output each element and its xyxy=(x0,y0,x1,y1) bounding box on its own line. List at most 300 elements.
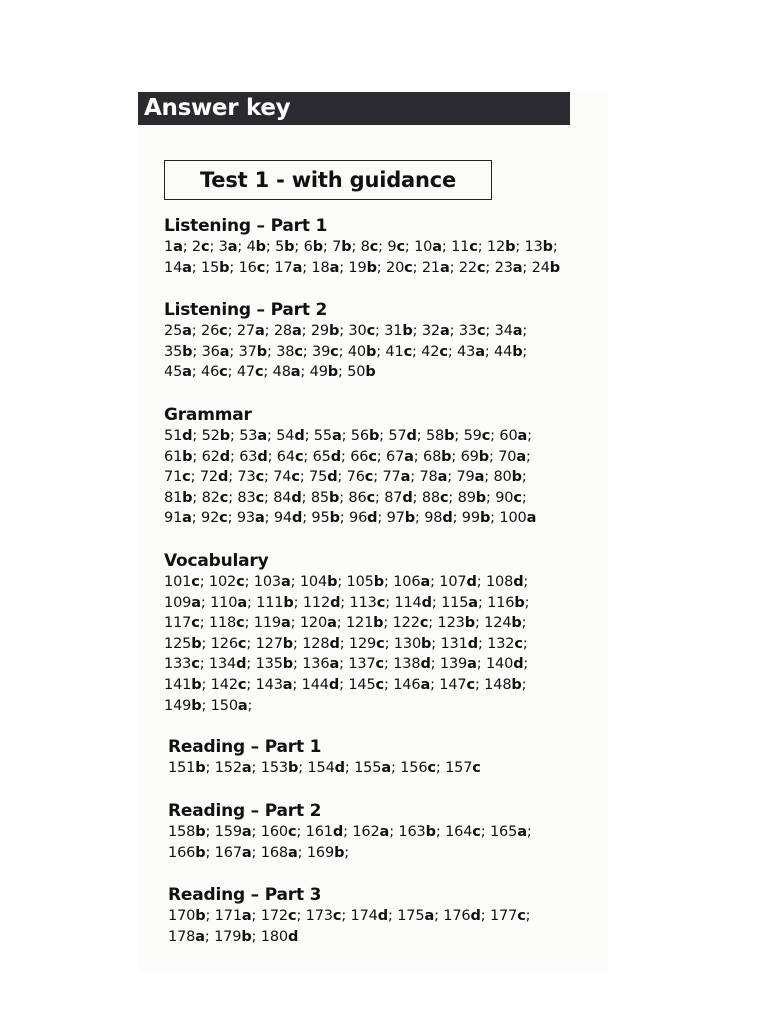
answer-item xyxy=(421,344,448,360)
answer-item xyxy=(239,449,267,465)
answer-letter: b xyxy=(328,489,340,506)
answer-letter: c xyxy=(376,594,386,611)
answer-letter: c xyxy=(419,615,429,632)
question-number: 158 xyxy=(168,824,196,840)
answer-item xyxy=(306,908,342,924)
answer-letter: a xyxy=(281,574,291,590)
answer-item xyxy=(351,428,379,444)
question-number: 159 xyxy=(214,824,242,840)
answer-item xyxy=(494,344,522,360)
answer-letter: b xyxy=(479,510,491,527)
answer-item xyxy=(209,615,245,631)
answer-line: 25a; 26c; 27a; 28a; 29b; 30c; 31b; 32a; 33c; 34a; xyxy=(164,323,528,339)
answer-line: 1a; 2c; 3a; 4b; 5b; 6b; 7b; 8c; 9c; 10a; 11c; 12b; 13b; xyxy=(164,239,558,255)
answer-letter: b xyxy=(373,574,384,590)
question-number: 53 xyxy=(239,428,258,444)
answer-item xyxy=(302,656,339,672)
answer-letter: a xyxy=(290,364,301,381)
question-number: 47 xyxy=(236,364,255,381)
answer-item xyxy=(393,677,430,693)
question-number: 157 xyxy=(445,760,473,776)
answer-letter: b xyxy=(464,615,475,632)
question-number: 116 xyxy=(487,594,515,611)
question-number: 38 xyxy=(276,343,295,360)
question-number: 130 xyxy=(393,635,422,652)
question-number: 110 xyxy=(210,594,238,611)
answer-item xyxy=(164,490,192,506)
answer-item xyxy=(210,595,247,611)
answer-letter: b xyxy=(512,343,523,360)
answer-letter: a xyxy=(329,656,340,673)
answer-item xyxy=(487,595,524,611)
question-number: 151 xyxy=(168,760,196,776)
answer-letter: b xyxy=(404,510,415,527)
answer-item xyxy=(311,323,339,339)
question-number: 63 xyxy=(239,448,258,465)
answer-item xyxy=(311,490,339,506)
answer-letter: c xyxy=(369,239,379,255)
answer-item xyxy=(348,323,375,339)
answer-item xyxy=(164,449,192,465)
answer-item xyxy=(451,239,478,255)
answer-item xyxy=(426,428,454,444)
question-number: 52 xyxy=(201,428,220,444)
answer-letter: d xyxy=(330,594,341,611)
answer-letter: b xyxy=(329,510,340,527)
answer-letter: b xyxy=(282,656,294,673)
section-heading: Reading – Part 2 xyxy=(168,801,322,821)
answer-list xyxy=(168,758,608,779)
answer-letter: c xyxy=(472,760,481,776)
question-number: 144 xyxy=(301,676,329,693)
question-number: 7 xyxy=(332,239,342,255)
question-number: 92 xyxy=(201,510,220,527)
answer-list xyxy=(168,822,608,863)
answer-letter: c xyxy=(375,676,384,693)
question-number: 57 xyxy=(388,428,407,444)
question-number: 94 xyxy=(273,510,292,527)
question-number: 173 xyxy=(305,908,333,924)
question-number: 111 xyxy=(256,594,284,611)
answer-letter: a xyxy=(254,510,265,527)
answer-letter: a xyxy=(512,323,523,339)
answer-letter: d xyxy=(420,656,431,673)
question-number: 73 xyxy=(237,469,256,486)
question-number: 91 xyxy=(164,510,183,527)
answer-item xyxy=(256,656,293,672)
answer-item xyxy=(307,845,344,861)
answer-letter: c xyxy=(287,824,297,840)
answer-line: 166b; 167a; 168a; 169b; xyxy=(168,844,350,861)
question-number: 86 xyxy=(348,489,367,506)
answer-item xyxy=(164,636,201,652)
answer-item xyxy=(168,760,205,776)
answer-letter: d xyxy=(513,656,524,673)
question-number: 15 xyxy=(201,259,220,276)
answer-letter: d xyxy=(217,469,229,486)
answer-item xyxy=(445,760,481,776)
answer-item xyxy=(168,824,205,840)
question-number: 41 xyxy=(385,343,404,360)
answer-letter: b xyxy=(441,448,452,465)
answer-letter: c xyxy=(219,510,228,527)
answer-item xyxy=(487,239,515,255)
answer-letter: d xyxy=(219,448,230,465)
answer-item xyxy=(164,595,201,611)
answer-letter: b xyxy=(421,635,432,652)
answer-item xyxy=(384,323,412,339)
answer-item xyxy=(261,908,297,924)
answer-letter: c xyxy=(466,676,475,693)
answer-letter: b xyxy=(511,676,522,693)
answer-letter: b xyxy=(256,343,267,360)
answer-letter: c xyxy=(404,259,413,276)
answer-item xyxy=(254,615,291,631)
answer-letter: c xyxy=(481,428,491,444)
question-number: 106 xyxy=(393,574,421,590)
answer-item xyxy=(398,824,435,840)
question-number: 51 xyxy=(164,428,183,444)
answer-letter: c xyxy=(366,489,376,506)
question-number: 10 xyxy=(414,239,433,255)
section-reading-part-3 xyxy=(168,885,608,947)
answer-item xyxy=(486,574,523,590)
answer-item xyxy=(306,824,343,840)
answer-item xyxy=(498,449,526,465)
section-heading: Grammar xyxy=(164,405,252,425)
answer-item xyxy=(495,260,523,276)
answer-letter: d xyxy=(182,428,193,444)
answer-letter: a xyxy=(182,510,192,527)
answer-letter: b xyxy=(195,824,206,840)
question-number: 137 xyxy=(348,656,376,673)
question-number: 21 xyxy=(421,259,440,276)
question-number: 147 xyxy=(439,676,467,693)
answer-letter: c xyxy=(472,824,481,840)
question-number: 176 xyxy=(443,908,471,924)
answer-item xyxy=(237,469,264,485)
answer-letter: a xyxy=(381,760,391,776)
answer-letter: a xyxy=(400,469,411,486)
answer-letter: c xyxy=(255,469,265,486)
answer-letter: a xyxy=(219,343,230,360)
answer-letter: d xyxy=(294,428,305,444)
answer-item xyxy=(201,323,228,339)
answer-letter: d xyxy=(470,908,481,924)
answer-letter: c xyxy=(294,343,303,360)
question-number: 81 xyxy=(164,489,183,506)
answer-item xyxy=(261,824,297,840)
question-number: 46 xyxy=(201,364,220,381)
section-listening-part-2 xyxy=(164,300,604,383)
answer-letter: a xyxy=(287,844,298,861)
answer-item xyxy=(239,428,267,444)
question-number: 88 xyxy=(421,489,440,506)
answer-letter: c xyxy=(476,259,486,276)
answer-letter: b xyxy=(195,844,206,861)
question-number: 141 xyxy=(164,676,192,693)
question-number: 26 xyxy=(201,323,220,339)
answer-item xyxy=(247,239,266,255)
answer-item xyxy=(424,510,452,526)
question-number: 31 xyxy=(384,323,403,339)
answer-item xyxy=(387,239,405,255)
question-number: 12 xyxy=(486,239,506,255)
answer-letter: a xyxy=(420,676,431,693)
answer-letter: a xyxy=(329,259,340,276)
question-number: 77 xyxy=(382,469,401,486)
question-number: 85 xyxy=(310,489,329,506)
answer-letter: a xyxy=(173,239,183,255)
answer-letter: a xyxy=(526,510,537,527)
answer-item xyxy=(486,656,523,672)
answer-letter: d xyxy=(291,510,303,527)
answer-item xyxy=(164,239,183,255)
question-number: 164 xyxy=(445,824,473,840)
question-number: 97 xyxy=(386,510,405,527)
answer-letter: c xyxy=(256,259,266,276)
question-number: 99 xyxy=(461,510,480,527)
question-number: 93 xyxy=(236,510,255,527)
answer-item xyxy=(361,239,379,255)
answer-letter: a xyxy=(241,908,252,924)
question-number: 172 xyxy=(260,908,288,924)
question-number: 156 xyxy=(400,760,428,776)
question-number: 64 xyxy=(276,448,295,465)
section-listening-part-1 xyxy=(164,216,604,278)
question-number: 65 xyxy=(312,448,331,465)
answer-letter: d xyxy=(377,908,388,924)
answer-item xyxy=(311,260,339,276)
question-number: 175 xyxy=(397,908,425,924)
question-number: 6 xyxy=(303,239,313,255)
answer-line: 149b; 150a; xyxy=(164,697,253,714)
answer-line: 151b; 152a; 153b; 154d; 155a; 156c; 157c xyxy=(168,760,481,776)
answer-item xyxy=(215,845,252,861)
answer-item xyxy=(219,239,238,255)
question-number: 118 xyxy=(208,615,237,632)
question-number: 163 xyxy=(398,824,426,840)
answer-item xyxy=(490,908,526,924)
question-number: 142 xyxy=(210,676,238,693)
answer-item xyxy=(386,449,414,465)
question-number: 171 xyxy=(214,908,242,924)
answer-letter: a xyxy=(182,259,192,276)
answer-letter: c xyxy=(287,908,297,924)
answer-letter: b xyxy=(182,343,193,360)
answer-item xyxy=(274,260,302,276)
answer-item xyxy=(459,260,486,276)
answer-item xyxy=(261,845,298,861)
question-number: 3 xyxy=(218,239,228,255)
answer-item xyxy=(439,677,475,693)
answer-letter: d xyxy=(332,824,344,840)
answer-letter: d xyxy=(257,448,268,465)
answer-letter: a xyxy=(437,469,448,486)
question-number: 96 xyxy=(349,510,368,527)
question-number: 76 xyxy=(346,469,365,486)
answer-letter: d xyxy=(291,489,302,506)
answer-item xyxy=(456,469,484,485)
answer-letter: a xyxy=(327,615,337,632)
answer-line: 109a; 110a; 111b; 112d; 113c; 114d; 115a; 116b; xyxy=(164,594,530,611)
question-number: 112 xyxy=(302,594,331,611)
answer-item xyxy=(394,636,431,652)
answer-item xyxy=(256,636,293,652)
question-number: 113 xyxy=(349,594,377,611)
answer-letter: b xyxy=(284,239,295,255)
answer-letter: b xyxy=(219,259,230,276)
answer-item xyxy=(348,656,384,672)
answer-letter: b xyxy=(368,428,380,444)
question-number: 152 xyxy=(214,760,242,776)
answer-item xyxy=(484,677,521,693)
answer-letter: b xyxy=(328,323,340,339)
question-number: 122 xyxy=(392,615,420,632)
answer-item xyxy=(394,595,431,611)
question-number: 150 xyxy=(210,697,238,714)
answer-letter: b xyxy=(365,343,377,360)
question-number: 79 xyxy=(456,469,475,486)
answer-letter: c xyxy=(364,469,374,486)
section-heading: Listening – Part 2 xyxy=(164,300,328,320)
answer-item xyxy=(164,615,200,631)
answer-item xyxy=(300,615,337,631)
answer-item xyxy=(347,469,374,485)
answer-letter: a xyxy=(292,259,303,276)
answer-letter: a xyxy=(420,574,431,590)
answer-item xyxy=(274,323,302,339)
answer-letter: c xyxy=(182,469,191,486)
answer-item xyxy=(422,490,449,506)
answer-letter: b xyxy=(255,239,266,255)
question-number: 109 xyxy=(164,594,192,611)
answer-item xyxy=(484,615,521,631)
answer-item xyxy=(276,344,303,360)
answer-item xyxy=(414,239,442,255)
answer-item xyxy=(350,595,386,611)
answer-item xyxy=(349,636,385,652)
answer-item xyxy=(215,760,252,776)
answer-line: 91a; 92c; 93a; 94d; 95b; 96d; 97b; 98d; 99b; 100a xyxy=(164,510,537,527)
answer-item xyxy=(164,364,192,380)
question-number: 138 xyxy=(393,656,421,673)
answer-letter: b xyxy=(511,469,522,486)
question-number: 62 xyxy=(201,448,220,465)
question-number: 98 xyxy=(424,510,443,527)
question-number: 108 xyxy=(485,574,514,590)
section-heading: Reading – Part 1 xyxy=(168,737,322,757)
answer-item xyxy=(354,760,391,776)
answer-item xyxy=(314,428,342,444)
question-number: 167 xyxy=(214,844,242,861)
answer-item xyxy=(499,510,536,526)
section-grammar xyxy=(164,405,604,529)
answer-letter: b xyxy=(191,676,202,693)
answer-item xyxy=(464,428,491,444)
question-number: 55 xyxy=(313,428,332,444)
answer-item xyxy=(164,510,192,526)
answer-letter: b xyxy=(514,594,525,611)
answer-letter: a xyxy=(517,824,527,840)
answer-item xyxy=(351,908,388,924)
question-number: 50 xyxy=(347,364,366,381)
answer-letter: b xyxy=(373,615,384,632)
question-number: 169 xyxy=(306,844,335,861)
answer-item xyxy=(386,260,413,276)
answer-letter: d xyxy=(327,469,338,486)
answer-item xyxy=(493,469,521,485)
answer-letter: c xyxy=(396,239,405,255)
answer-item xyxy=(387,510,415,526)
answer-item xyxy=(168,929,205,945)
answer-list xyxy=(164,321,604,383)
question-number: 80 xyxy=(493,469,512,486)
question-number: 136 xyxy=(302,656,330,673)
answer-item xyxy=(192,239,210,255)
answer-letter: b xyxy=(219,428,230,444)
answer-letter: b xyxy=(542,239,553,255)
question-number: 139 xyxy=(439,656,468,673)
question-number: 117 xyxy=(164,615,192,632)
answer-letter: a xyxy=(241,844,252,861)
answer-letter: d xyxy=(406,428,417,444)
question-number: 120 xyxy=(299,615,328,632)
answer-letter: b xyxy=(327,364,339,381)
question-number: 90 xyxy=(495,489,514,506)
answer-line: 45a; 46c; 47c; 48a; 49b; 50b xyxy=(164,364,376,381)
answer-item xyxy=(310,364,338,380)
answer-item xyxy=(393,656,430,672)
answer-list xyxy=(164,426,604,529)
answer-item xyxy=(302,677,339,693)
answer-letter: a xyxy=(432,239,442,255)
answer-item xyxy=(164,698,201,714)
answer-letter: a xyxy=(241,824,252,840)
question-number: 13 xyxy=(524,239,543,255)
answer-letter: a xyxy=(237,594,247,611)
answer-item xyxy=(422,260,450,276)
question-number: 119 xyxy=(253,615,282,632)
question-number: 61 xyxy=(164,448,183,465)
answer-item xyxy=(459,323,486,339)
answer-letter: c xyxy=(294,448,304,465)
answer-item xyxy=(261,929,298,945)
answer-letter: b xyxy=(549,259,561,276)
answer-letter: d xyxy=(328,676,340,693)
question-number: 174 xyxy=(350,908,378,924)
answer-letter: a xyxy=(404,448,414,465)
question-number: 16 xyxy=(238,259,257,276)
question-number: 75 xyxy=(309,469,328,486)
answer-letter: d xyxy=(402,489,413,506)
answer-item xyxy=(313,449,341,465)
answer-item xyxy=(239,260,266,276)
answer-letter: d xyxy=(467,635,478,652)
question-number: 107 xyxy=(439,574,467,590)
answer-list xyxy=(164,572,604,716)
answer-item xyxy=(211,636,247,652)
answer-item xyxy=(201,364,228,380)
answer-letter: d xyxy=(442,510,453,527)
answer-letter: a xyxy=(182,364,192,381)
answer-line: 178a; 179b; 180d xyxy=(168,928,299,945)
answer-letter: c xyxy=(332,908,342,924)
question-number: 121 xyxy=(345,615,374,632)
question-number: 148 xyxy=(484,676,512,693)
question-number: 170 xyxy=(168,908,196,924)
answer-item xyxy=(352,824,389,840)
